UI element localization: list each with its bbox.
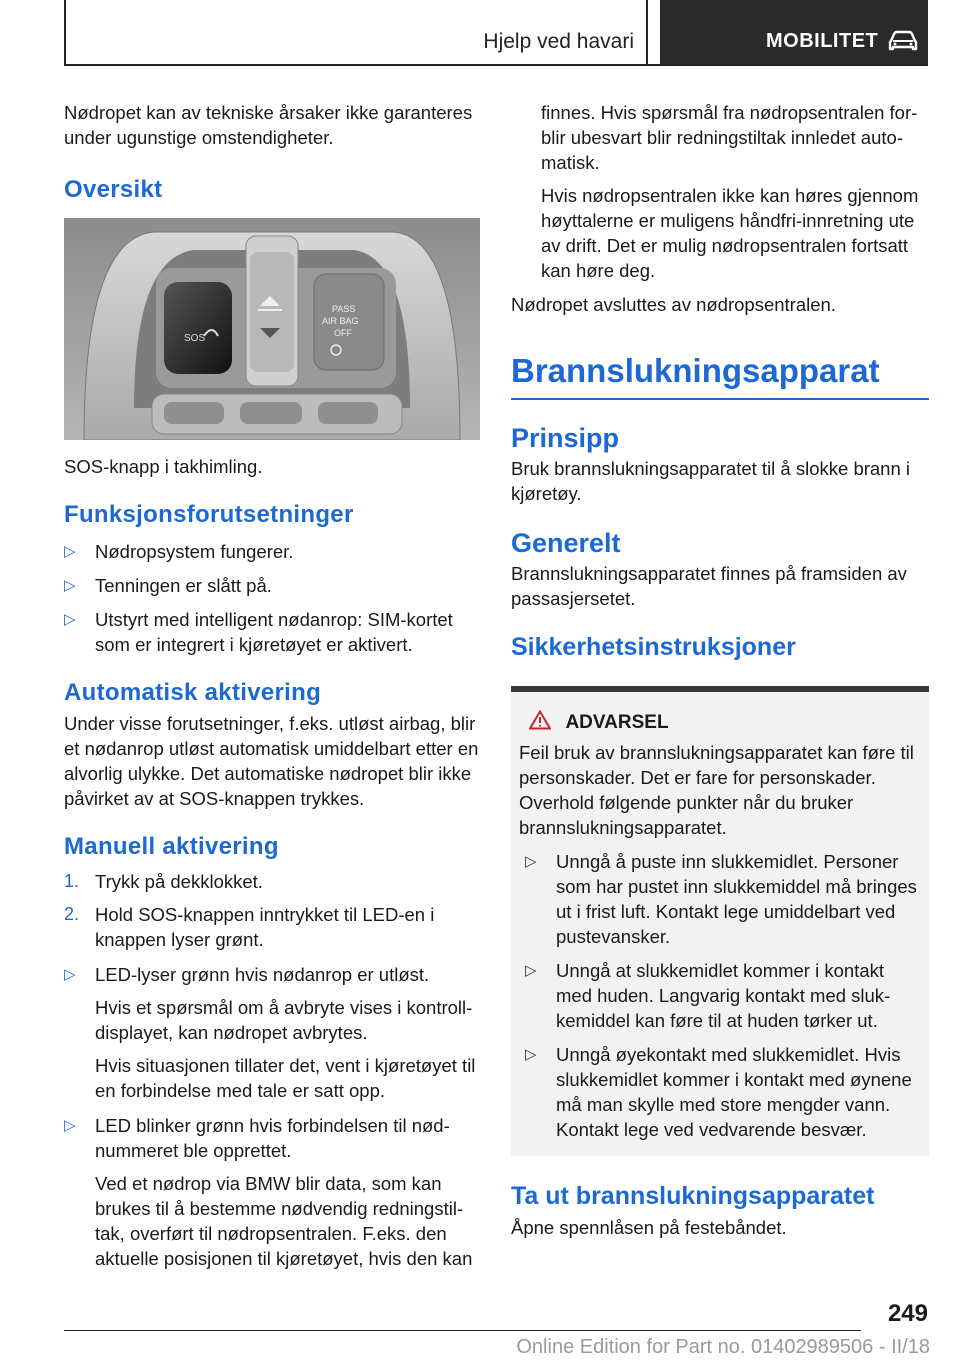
bullet-marker-icon: ▷ xyxy=(525,962,537,979)
main-heading-rule xyxy=(511,398,929,400)
header-section-title: Hjelp ved havari xyxy=(483,30,634,53)
warning-title: ADVARSEL xyxy=(565,712,669,733)
funksjon-heading: Funksjonsforutsetninger xyxy=(64,501,354,528)
list-item: 2. Hold SOS-knappen inntrykket til LED-en i knappen lyser grønt. xyxy=(64,904,435,950)
sos-label: SOS xyxy=(184,333,206,344)
continued-paragraph: finnes. Hvis spørsmål fra nødropsentralen forblir ubesvart blir redningstiltak innledet automatisk. xyxy=(541,102,918,173)
list-item: ▷ Tenningen er slått på. xyxy=(64,575,272,596)
bullet-marker-icon: ▷ xyxy=(525,853,537,870)
header-rule xyxy=(64,64,928,66)
main-heading: Brannslukningsapparat xyxy=(511,352,880,389)
led1-paragraph: Hvis et spørsmål om å avbryte vises i kontrolldisplayet, kan nødropet avbrytes. xyxy=(95,997,473,1043)
list-item: ▷ Utstyrt med intelligent nødanrop: SIM-kortet som er integrert i kjøretøyet er aktivert. xyxy=(64,609,453,655)
pass-label: PASS xyxy=(332,304,356,314)
photo-caption: SOS-knapp i takhimling. xyxy=(64,456,263,477)
generelt-text: Brannslukningsapparatet finnes på framsiden av passasjersetet. xyxy=(511,563,907,609)
auto-text: Under visse forutsetninger, f.eks. utløst airbag, blir et nødanrop utløst automatisk umiddelbart etter en alvorlig ulykke. Det automatiske nødropet blir ikke påvirket av at SOS-knappen trykkes. xyxy=(64,713,479,809)
prinsipp-text: Bruk brannslukningsapparatet til å slokke brann i kjøretøy. xyxy=(511,458,911,504)
bullet-marker-icon: ▷ xyxy=(64,1117,76,1134)
led1-paragraph: Hvis situasjonen tillater det, vent i kjøretøyet til en forbindelse med tale er satt opp. xyxy=(95,1055,476,1101)
warning-list xyxy=(519,849,921,1142)
intro-text: Nødropet kan av tekniske årsaker ikke garanteres under ugunstige omstendigheter. xyxy=(64,102,473,148)
list-item: ▷ LED blinker grønn hvis forbindelsen til nødnummeret ble opprettet. xyxy=(64,1115,450,1161)
right-column xyxy=(511,100,929,1240)
ta-ut-heading: Ta ut brannslukningsapparatet xyxy=(511,1182,875,1210)
warning-text: Feil bruk av brannslukningsapparatet kan føre til personskader. Det er fare for personskader. Overhold følgende punkter når du bruker brannslukningsapparatet. xyxy=(519,742,914,838)
auto-heading: Automatisk aktivering xyxy=(64,679,322,706)
footer-edition: Online Edition for Part no. 01402989506 - II/18 xyxy=(516,1336,930,1358)
header-tab xyxy=(660,0,928,66)
list-item: ▷ Unngå øyekontakt med slukkemidlet. Hvis slukkemidlet kommer i kontakt med øynene må man skylle med store mengder vann. Kontakt lege ved vedvarende besvær. xyxy=(525,1044,912,1140)
car-icon xyxy=(888,30,918,52)
list-item: ▷ LED-lyser grønn hvis nødanrop er utløst. xyxy=(64,964,430,985)
page-number: 249 xyxy=(887,1300,928,1327)
manuell-heading: Manuell aktivering xyxy=(64,833,279,860)
airbag-label: AIR BAG xyxy=(322,316,359,326)
warning-header xyxy=(519,710,921,734)
header-section xyxy=(66,0,648,64)
warning-box xyxy=(511,686,929,1156)
generelt-heading: Generelt xyxy=(511,528,621,558)
header-tab-label: MOBILITET xyxy=(766,30,879,52)
sos-button-photo xyxy=(64,218,480,440)
list-item: ▷ Unngå at slukkemidlet kommer i kontakt med huden. Langvarig kontakt med slukkemiddel kan føre til at huden tørker ut. xyxy=(525,960,891,1031)
bullet-marker-icon: ▷ xyxy=(64,577,76,594)
steps-list xyxy=(64,869,484,952)
ta-ut-text: Åpne spennlåsen på festebåndet. xyxy=(511,1217,787,1238)
list-item: ▷ Nødropsystem fungerer. xyxy=(64,541,294,562)
prinsipp-heading: Prinsipp xyxy=(511,423,620,453)
off-label: OFF xyxy=(334,328,352,338)
bullet-marker-icon: ▷ xyxy=(64,611,76,628)
footer-rule xyxy=(64,1330,861,1331)
left-column xyxy=(64,100,484,1271)
led2-paragraph: Ved et nødrop via BMW blir data, som kan brukes til å bestemme nødvendig redningstiltak, overført til nødropsentralen. F.eks. den aktuelle posisjonen til kjøretøyet, hvis den kan xyxy=(95,1173,473,1269)
list-item: 1. Trykk på dekklokket. xyxy=(64,871,263,892)
list-item: ▷ Unngå å puste inn slukkemidlet. Personer som har pustet inn slukkemiddel må bringes ut i frist luft. Kontakt lege umiddelbart ved pustevansker. xyxy=(525,851,917,947)
bullet-marker-icon: ▷ xyxy=(64,543,76,560)
warning-triangle-icon xyxy=(529,710,551,730)
bullet-marker-icon: ▷ xyxy=(525,1046,537,1063)
continued-paragraph: Hvis nødropsentralen ikke kan høres gjennom høyttalerne er muligens håndfri-innretning ute av drift. Det er mulig nødropsentralen fortsatt kan høre deg. xyxy=(541,185,919,281)
bullet-marker-icon: ▷ xyxy=(64,966,76,983)
sikker-heading: Sikkerhetsinstruksjoner xyxy=(511,633,796,661)
funksjon-list xyxy=(64,539,484,657)
sos-panel-illustration xyxy=(64,218,480,440)
oversikt-heading: Oversikt xyxy=(64,176,163,203)
end-text: Nødropet avsluttes av nødropsentralen. xyxy=(511,294,836,315)
